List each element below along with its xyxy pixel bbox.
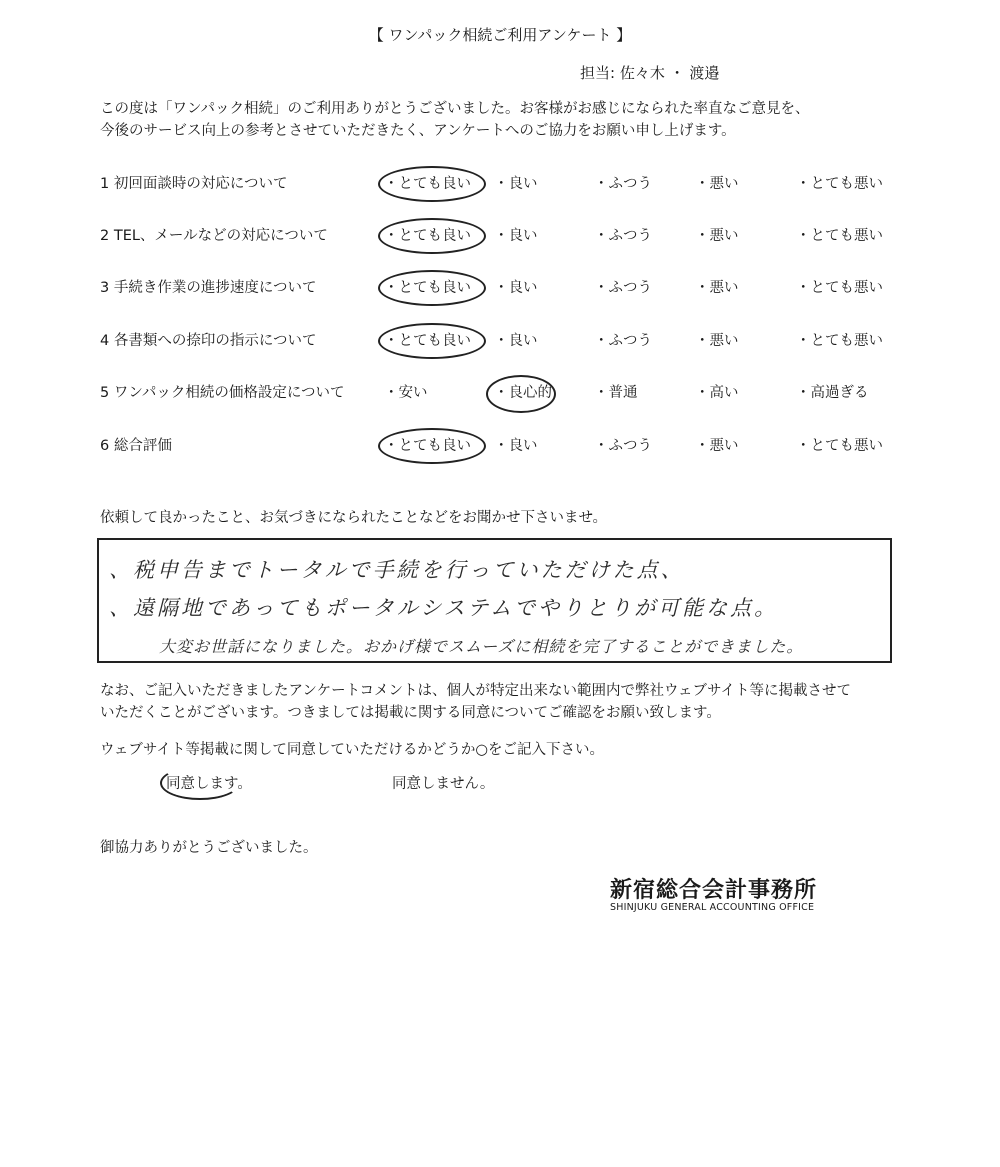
handwritten-comment-line: 、税申告までトータルで手続を行っていただけた点、 [109, 558, 685, 582]
question-row [0, 329, 1000, 353]
rating-option[interactable]: ・良い [494, 438, 538, 454]
question-label: 6 総合評価 [100, 438, 172, 454]
intro-line: この度は「ワンパック相続」のご利用ありがとうございました。お客様がお感じになられた率直なご意見を、 [100, 101, 810, 117]
handwritten-comment-line: 大変お世話になりました。おかげ様でスムーズに相続を完了することができました。 [159, 637, 804, 656]
question-label: 2 TEL、メールなどの対応について [100, 228, 328, 244]
rating-option[interactable]: ・普通 [594, 385, 638, 401]
consent-question: ウェブサイト等掲載に関して同意していただけるかどうか○をご記入下さい。 [100, 742, 605, 758]
publication-note [100, 680, 851, 724]
rating-option[interactable]: ・ふつう [594, 280, 652, 296]
rating-option[interactable]: ・高い [695, 385, 739, 401]
question-row [0, 381, 1000, 405]
rating-option[interactable]: ・ふつう [594, 333, 652, 349]
staff-names: 担当: 佐々木 ・ 渡邉 [580, 64, 720, 82]
note-line: なお、ご記入いただきましたアンケートコメントは、個人が特定出来ない範囲内で弊社ウェブサイト等に掲載させて [100, 683, 851, 699]
office-logo-name: 新宿総合会計事務所 [610, 878, 818, 903]
note-line: いただくことがございます。つきましては掲載に関する同意についてご確認をお願い致します。 [100, 705, 721, 721]
rating-option[interactable]: ・とても悪い [796, 228, 883, 244]
rating-option[interactable]: ・とても悪い [796, 176, 883, 192]
thanks-text: 御協力ありがとうございました。 [100, 840, 318, 856]
rating-option[interactable]: ・悪い [695, 280, 739, 296]
rating-option[interactable]: ・良い [494, 176, 538, 192]
question-label: 5 ワンパック相続の価格設定について [100, 385, 345, 401]
rating-option[interactable]: ・とても悪い [796, 438, 883, 454]
rating-option[interactable]: ・とても良い [384, 333, 471, 349]
intro-text [100, 98, 809, 142]
rating-option[interactable]: ・とても良い [384, 176, 471, 192]
rating-option[interactable]: ・良い [494, 333, 538, 349]
rating-option[interactable]: ・ふつう [594, 228, 652, 244]
question-label: 4 各書類への捺印の指示について [100, 333, 317, 349]
agree-option[interactable]: 同意します。 [166, 776, 252, 792]
question-label: 3 手続き作業の進捗速度について [100, 280, 317, 296]
rating-option[interactable]: ・良心的 [494, 385, 552, 401]
rating-option[interactable]: ・悪い [695, 333, 739, 349]
rating-option[interactable]: ・とても良い [384, 438, 471, 454]
rating-option[interactable]: ・ふつう [594, 438, 652, 454]
handwritten-comment-line: 、遠隔地であってもポータルシステムでやりとりが可能な点。 [109, 596, 779, 620]
rating-option[interactable]: ・高過ぎる [796, 385, 869, 401]
rating-option[interactable]: ・安い [384, 385, 428, 401]
rating-option[interactable]: ・とても良い [384, 280, 471, 296]
rating-option[interactable]: ・悪い [695, 176, 739, 192]
rating-option[interactable]: ・悪い [695, 438, 739, 454]
question-row [0, 276, 1000, 300]
rating-option[interactable]: ・ふつう [594, 176, 652, 192]
rating-option[interactable]: ・とても良い [384, 228, 471, 244]
comment-prompt: 依頼して良かったこと、お気づきになられたことなどをお聞かせ下さいませ。 [100, 510, 608, 526]
office-logo-subtitle: SHINJUKU GENERAL ACCOUNTING OFFICE [610, 902, 815, 913]
survey-title: 【 ワンパック相続ご利用アンケート 】 [368, 26, 632, 44]
question-label: 1 初回面談時の対応について [100, 176, 288, 192]
rating-option[interactable]: ・とても悪い [796, 333, 883, 349]
question-row [0, 224, 1000, 248]
question-row [0, 172, 1000, 196]
disagree-option[interactable]: 同意しません。 [392, 776, 495, 792]
rating-option[interactable]: ・良い [494, 280, 538, 296]
rating-option[interactable]: ・悪い [695, 228, 739, 244]
intro-line: 今後のサービス向上の参考とさせていただきたく、アンケートへのご協力をお願い申し上げます。 [100, 123, 736, 139]
rating-option[interactable]: ・とても悪い [796, 280, 883, 296]
question-row [0, 434, 1000, 458]
comment-box[interactable] [97, 538, 892, 663]
rating-option[interactable]: ・良い [494, 228, 538, 244]
